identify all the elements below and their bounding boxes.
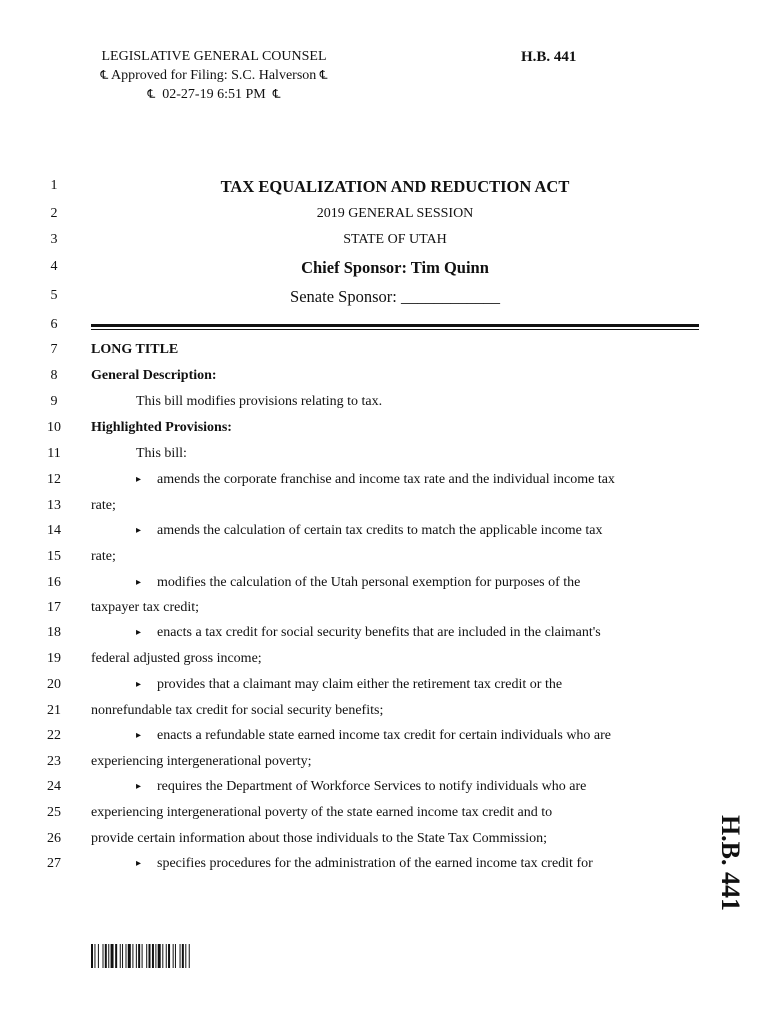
chief-sponsor: Chief Sponsor: Tim Quinn bbox=[301, 258, 489, 277]
line-number: 16 bbox=[47, 575, 61, 590]
line-number: 7 bbox=[50, 342, 58, 357]
line-number: 4 bbox=[50, 259, 58, 274]
body-text: taxpayer tax credit; bbox=[91, 600, 200, 615]
line-number: 22 bbox=[47, 728, 61, 743]
title-divider-rule bbox=[91, 329, 699, 330]
body-text: This bill modifies provisions relating to tax. bbox=[136, 394, 383, 409]
highlighted-provisions-heading: Highlighted Provisions: bbox=[91, 420, 232, 435]
provision-item: ▸ provides that a claimant may claim either the retirement tax credit or the bbox=[136, 677, 563, 692]
bullet-icon: ▸ bbox=[136, 525, 142, 536]
provision-item: ▸ specifies procedures for the administration of the earned income tax credit for bbox=[136, 856, 593, 871]
long-title-heading: LONG TITLE bbox=[91, 342, 179, 357]
section-marker-icon: ℄ bbox=[100, 68, 109, 82]
line-number: 20 bbox=[47, 677, 61, 692]
line-number: 8 bbox=[50, 368, 58, 383]
line-number: 14 bbox=[47, 523, 61, 538]
line-number: 24 bbox=[47, 779, 61, 794]
line-number: 3 bbox=[50, 232, 58, 247]
body-text: nonrefundable tax credit for social security benefits; bbox=[91, 703, 384, 718]
filing-datetime-line bbox=[84, 85, 344, 104]
general-description-heading: General Description: bbox=[91, 368, 217, 383]
bullet-icon: ▸ bbox=[136, 474, 142, 485]
line-number: 21 bbox=[47, 703, 61, 718]
session: 2019 GENERAL SESSION bbox=[316, 206, 474, 221]
line-number: 13 bbox=[47, 498, 61, 513]
section-marker-icon: ℄ bbox=[319, 68, 328, 82]
line-number: 18 bbox=[47, 625, 61, 640]
body-text: provide certain information about those individuals to the State Tax Commission; bbox=[91, 831, 548, 846]
bullet-icon: ▸ bbox=[136, 858, 142, 869]
body-text: federal adjusted gross income; bbox=[91, 651, 262, 666]
provision-item: ▸ amends the corporate franchise and income tax rate and the individual income tax bbox=[136, 472, 615, 487]
line-number: 17 bbox=[47, 600, 61, 615]
bullet-icon: ▸ bbox=[136, 679, 142, 690]
approval-text: Approved for Filing: S.C. Halverson bbox=[110, 68, 317, 83]
line-number: 5 bbox=[50, 288, 58, 303]
body-text: experiencing intergenerational poverty of the state earned income tax credit and to bbox=[91, 805, 553, 820]
document-header bbox=[84, 47, 344, 104]
provision-item: ▸ requires the Department of Workforce Services to notify individuals who are bbox=[136, 779, 587, 794]
bullet-icon: ▸ bbox=[136, 577, 142, 588]
side-bill-tag: H.B. 441 bbox=[716, 814, 745, 912]
bullet-icon: ▸ bbox=[136, 730, 142, 741]
bill-number: H.B. 441 bbox=[521, 49, 577, 65]
line-number: 12 bbox=[47, 472, 61, 487]
line-number: 11 bbox=[47, 446, 61, 461]
line-number: 23 bbox=[47, 754, 61, 769]
title-divider-rule bbox=[91, 324, 699, 327]
provision-item: ▸ modifies the calculation of the Utah personal exemption for purposes of the bbox=[136, 575, 581, 590]
bullet-icon: ▸ bbox=[136, 627, 142, 638]
body-text: rate; bbox=[91, 498, 116, 513]
bill-title: TAX EQUALIZATION AND REDUCTION ACT bbox=[220, 177, 570, 196]
body-text: experiencing intergenerational poverty; bbox=[91, 754, 312, 769]
line-number: 26 bbox=[47, 831, 61, 846]
body-text: This bill: bbox=[136, 446, 187, 461]
section-marker-icon: ℄ bbox=[147, 87, 156, 101]
bullet-icon: ▸ bbox=[136, 781, 142, 792]
line-number: 15 bbox=[47, 549, 61, 564]
filing-datetime: 02-27-19 6:51 PM bbox=[162, 87, 266, 102]
line-number: 25 bbox=[47, 805, 61, 820]
line-number: 27 bbox=[47, 856, 61, 871]
line-number: 1 bbox=[50, 178, 58, 193]
line-number: 10 bbox=[47, 420, 61, 435]
office-name: LEGISLATIVE GENERAL COUNSEL bbox=[101, 49, 327, 64]
section-marker-icon: ℄ bbox=[272, 87, 281, 101]
line-number: 2 bbox=[50, 206, 58, 221]
approval-line bbox=[84, 66, 344, 85]
body-text: rate; bbox=[91, 549, 116, 564]
line-number: 19 bbox=[47, 651, 61, 666]
senate-sponsor: Senate Sponsor: ____________ bbox=[290, 287, 500, 306]
barcode-icon bbox=[91, 944, 231, 968]
state: STATE OF UTAH bbox=[343, 232, 447, 247]
provision-item: ▸ amends the calculation of certain tax credits to match the applicable income tax bbox=[136, 523, 603, 538]
line-number: 9 bbox=[50, 394, 58, 409]
line-number: 6 bbox=[50, 317, 58, 332]
provision-item: ▸ enacts a refundable state earned income tax credit for certain individuals who are bbox=[136, 728, 612, 743]
provision-item: ▸ enacts a tax credit for social security benefits that are included in the claimant's bbox=[136, 625, 601, 640]
